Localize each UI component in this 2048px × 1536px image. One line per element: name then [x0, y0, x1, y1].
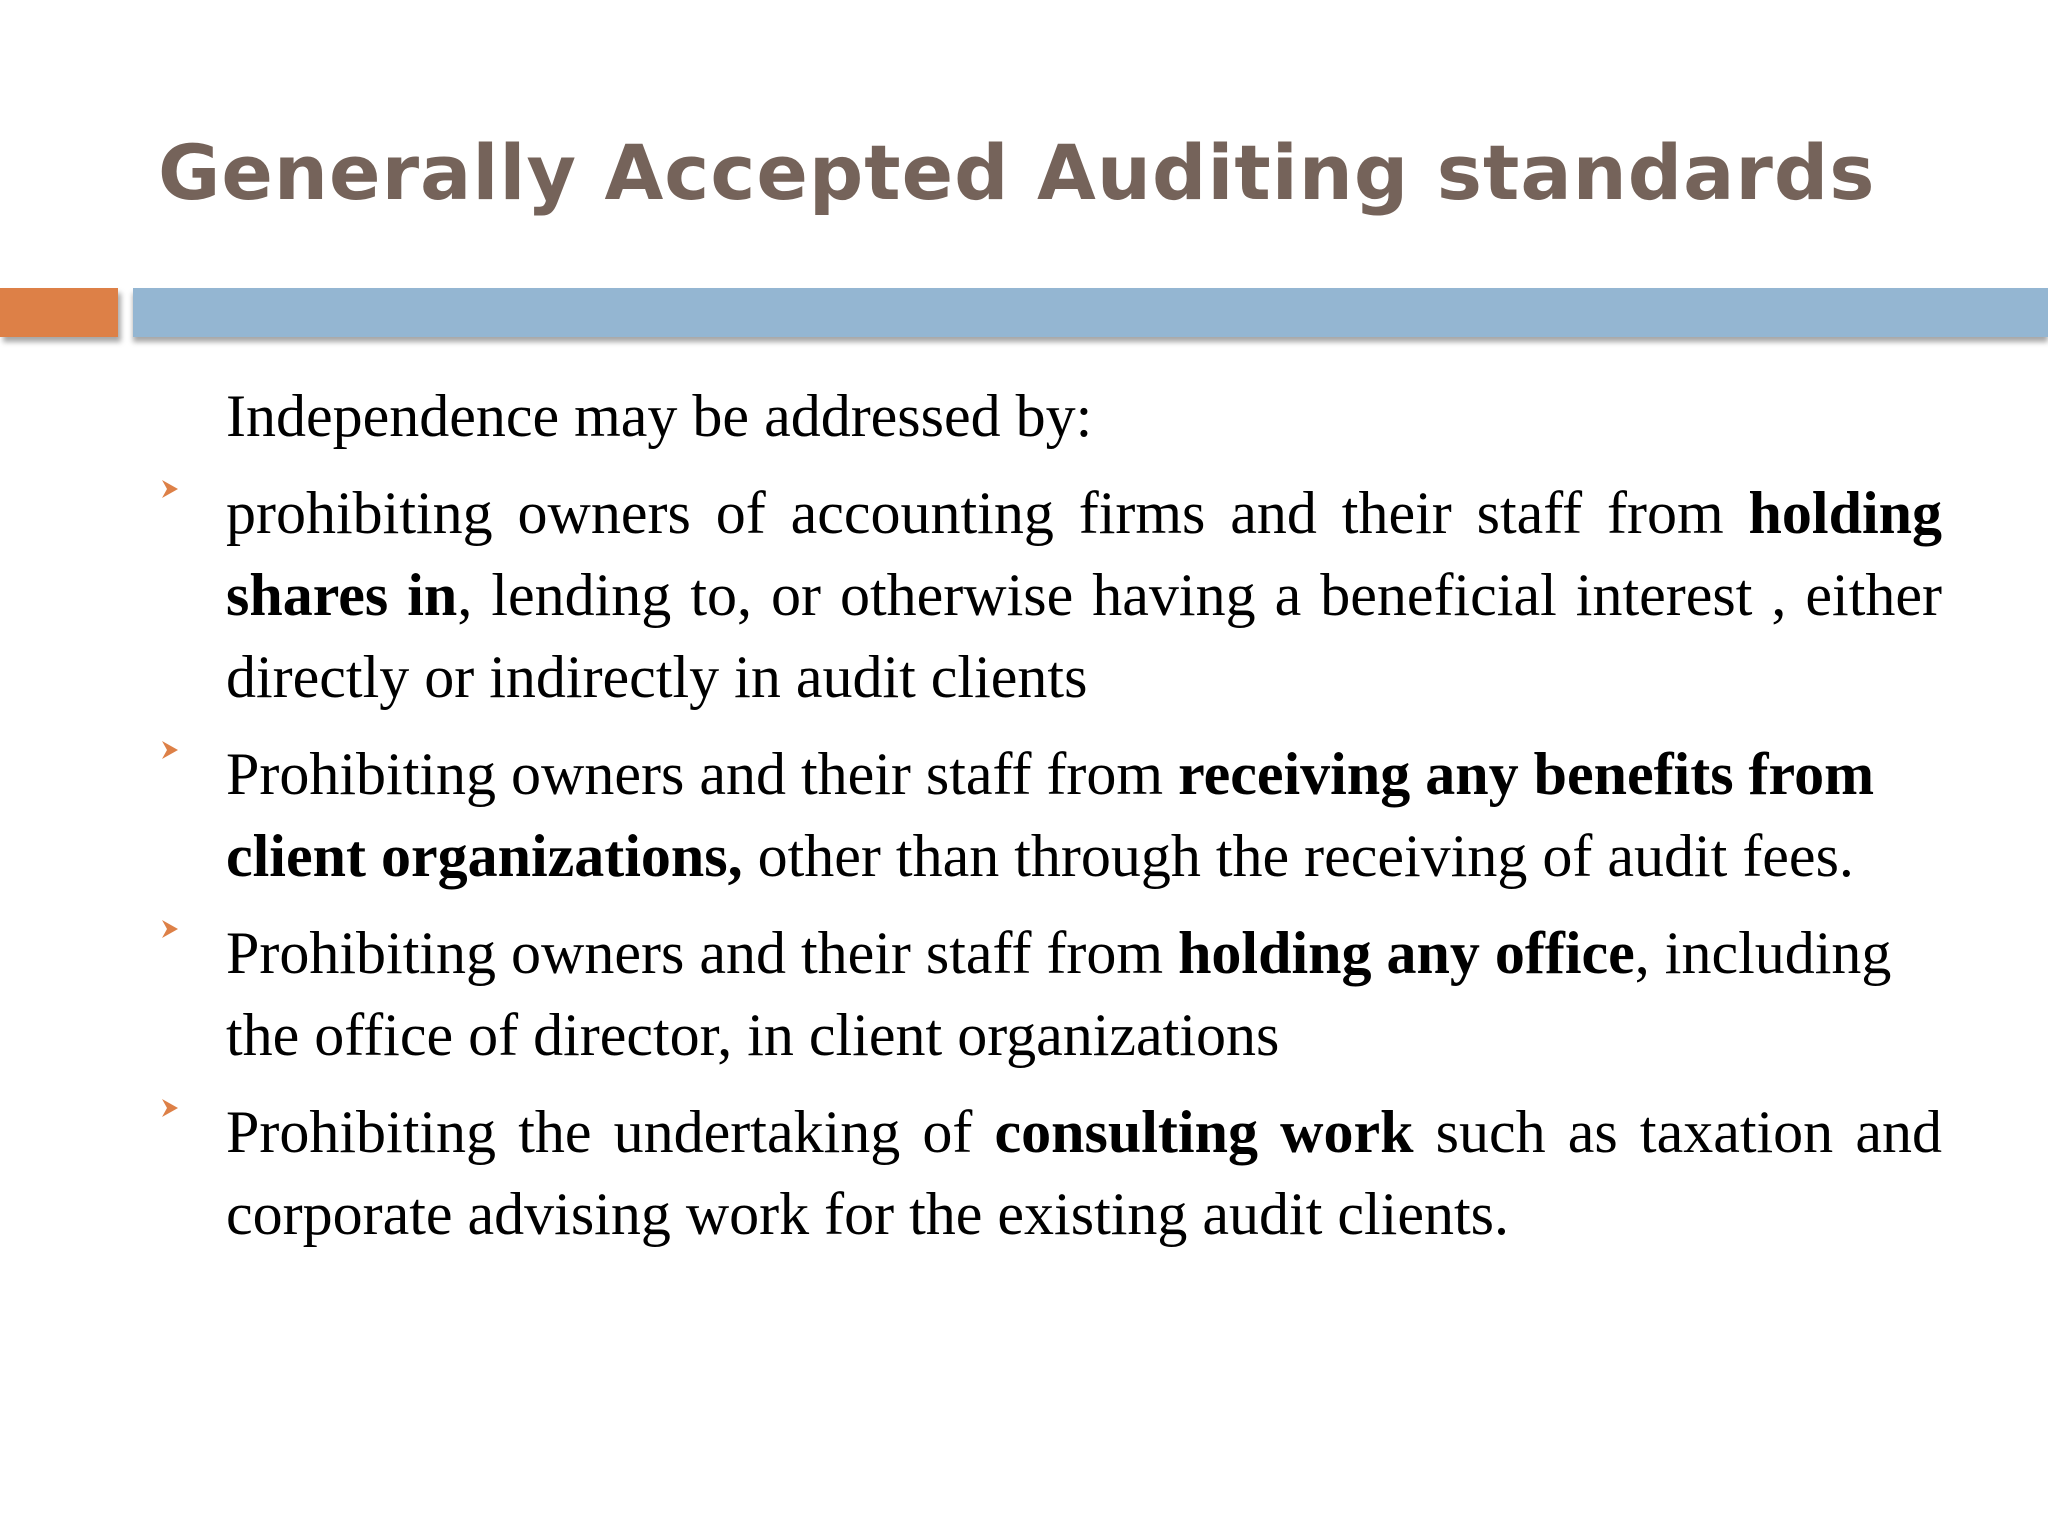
arrow-bullet-icon — [158, 1091, 188, 1131]
bullet-item-4 — [158, 1091, 1942, 1255]
arrow-bullet-icon — [158, 912, 188, 952]
intro-text: Independence may be addressed by: — [226, 383, 1093, 449]
bullet-2-text: Prohibiting owners and their staff from — [226, 741, 1179, 807]
bullet-3-emphasis: holding any office — [1178, 920, 1635, 986]
arrow-bullet-icon — [158, 733, 188, 773]
arrow-bullet-icon — [158, 472, 188, 512]
slide-title: Generally Accepted Auditing standards — [158, 128, 1876, 217]
bullet-2-text-end: other than through the receiving of audit fees. — [742, 823, 1854, 889]
bullet-item-3 — [158, 912, 1942, 1076]
bullet-4-text: Prohibiting the undertaking of — [226, 1099, 995, 1165]
bullet-item-1 — [158, 472, 1942, 718]
bullet-item-2 — [158, 733, 1942, 897]
bullet-3-text-end: , including the office of director, in client organizations — [226, 920, 1892, 1068]
bullet-2-emphasis: receiving any benefits from client organizations, — [226, 741, 1875, 889]
accent-bar-orange — [0, 288, 118, 337]
bullet-1-text: prohibiting owners of accounting firms and their staff from — [226, 480, 1749, 546]
bullet-4-emphasis: consulting work — [994, 1099, 1414, 1165]
slide-body — [158, 375, 1942, 1270]
accent-bar-blue — [133, 288, 2048, 337]
bullet-1-emphasis: holding shares in — [226, 480, 1942, 628]
bullet-1-text-end: , lending to, or otherwise having a beneficial interest , either directly or indirectly in audit clients — [226, 562, 1942, 710]
bullet-3-text: Prohibiting owners and their staff from — [226, 920, 1179, 986]
bullet-4-text-end: such as taxation and corporate advising work for the existing audit clients. — [226, 1099, 1942, 1247]
